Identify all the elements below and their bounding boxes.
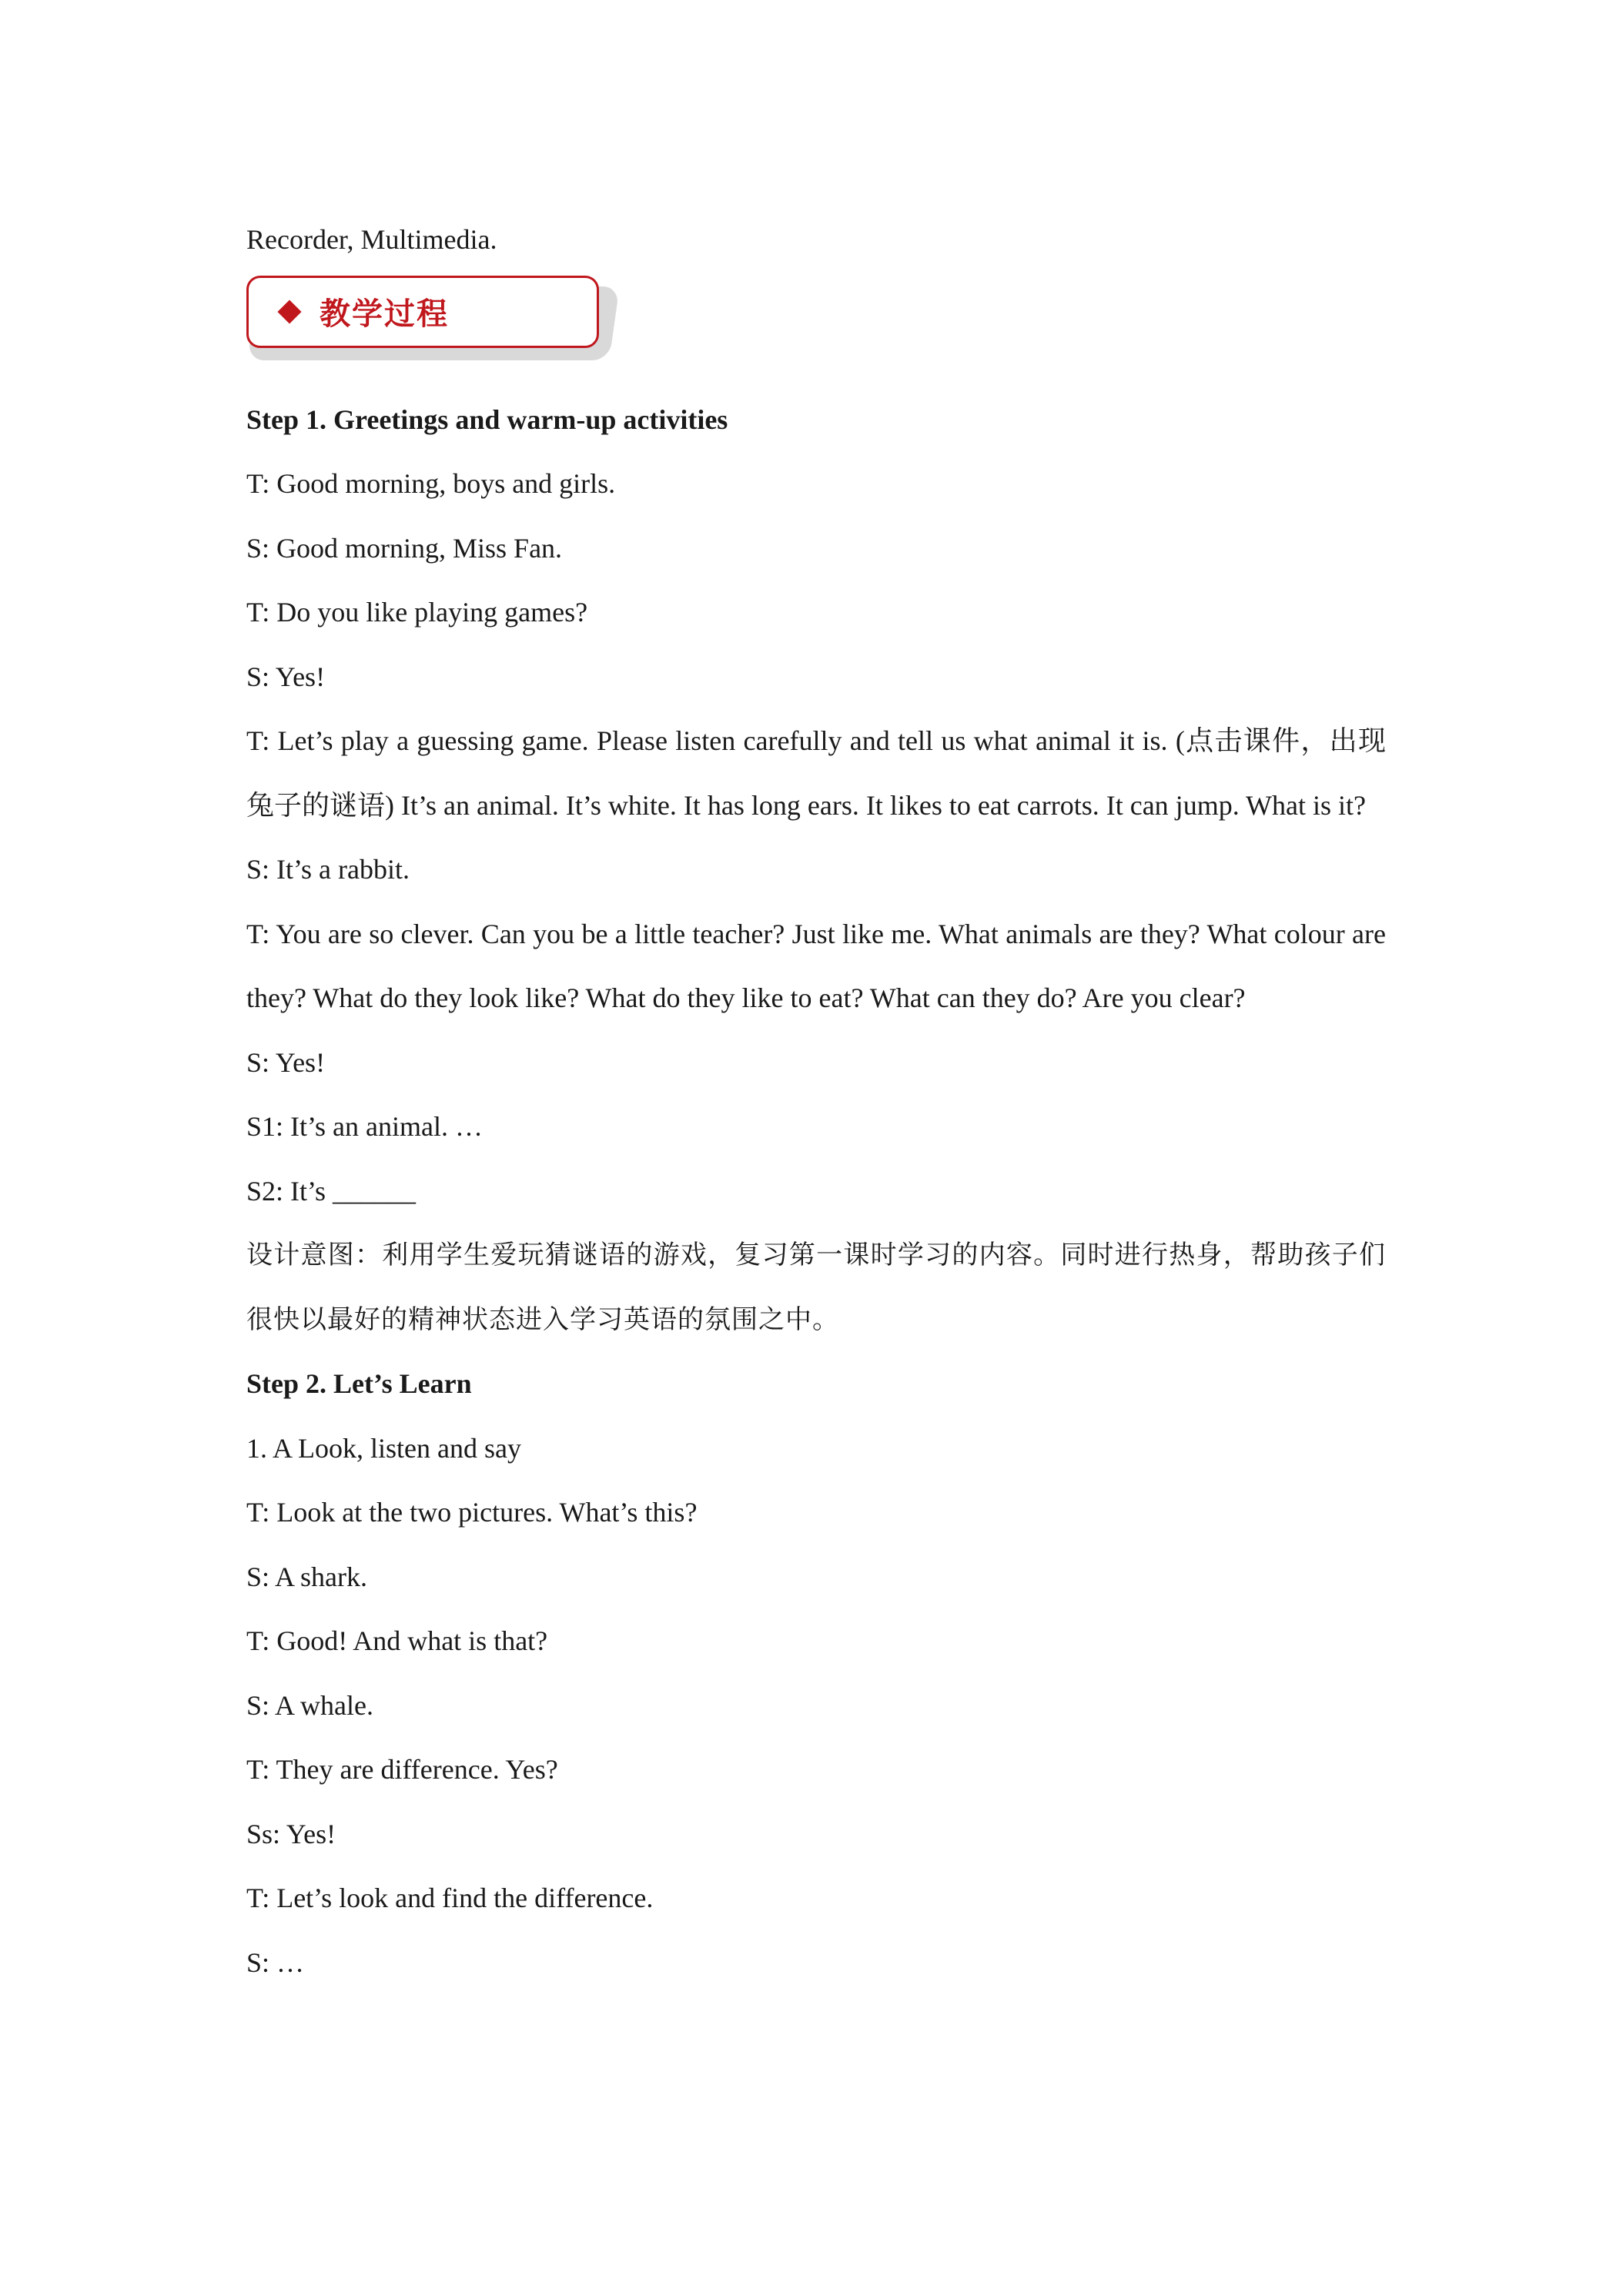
dialogue-line: T: Do you like playing games? — [246, 597, 588, 628]
dialogue-line: Ss: Yes! — [246, 1818, 336, 1849]
little-teacher-paragraph: T: You are so clever. Can you be a little teacher? Just like me. What animals are they? What colour are they? What do they look like? What do they like to eat? What can they do? Are you clear? — [246, 918, 1386, 1013]
dialogue-line: S1: It’s an animal. … — [246, 1111, 483, 1142]
diamond-icon — [277, 300, 301, 323]
dialogue-line: T: They are difference. Yes? — [246, 1754, 558, 1785]
section-header-box — [246, 276, 599, 348]
section-header — [246, 273, 1386, 388]
guessing-game-paragraph: T: Let’s play a guessing game. Please listen carefully and tell us what animal it is. (点击课件，出现兔子的谜语) It’s an animal. It’s white. It has long ears. It likes to eat carrots. It can jump. What is it? — [246, 725, 1386, 821]
dialogue-line: S: Yes! — [246, 1046, 326, 1078]
dialogue-line: S: … — [246, 1946, 305, 1978]
dialogue-line: S: Yes! — [246, 661, 326, 692]
dialogue-line: T: Good morning, boys and girls. — [246, 468, 616, 499]
intro-line: Recorder, Multimedia. — [246, 224, 497, 255]
document-page — [246, 208, 1386, 1995]
step2-heading: Step 2. Let’s Learn — [246, 1368, 472, 1399]
dialogue-line: S: Good morning, Miss Fan. — [246, 532, 563, 564]
dialogue-line: T: Let’s look and find the difference. — [246, 1883, 654, 1913]
dialogue-line: T: Good! And what is that? — [246, 1625, 548, 1656]
section-title: 教学过程 — [320, 296, 449, 332]
activity-title: 1. A Look, listen and say — [246, 1432, 521, 1464]
dialogue-line: T: Look at the two pictures. What’s this? — [246, 1497, 698, 1528]
dialogue-line: S: It’s a rabbit. — [246, 854, 410, 885]
dialogue-line: S: A shark. — [246, 1561, 368, 1592]
dialogue-line: S: A whale. — [246, 1689, 374, 1721]
design-intent-paragraph: 设计意图：利用学生爱玩猜谜语的游戏，复习第一课时学习的内容。同时进行热身，帮助孩子们很快以最好的精神状态进入学习英语的氛围之中。 — [246, 1240, 1386, 1335]
dialogue-line: S2: It’s ______ — [246, 1175, 417, 1207]
step1-heading: Step 1. Greetings and warm-up activities — [246, 403, 728, 435]
